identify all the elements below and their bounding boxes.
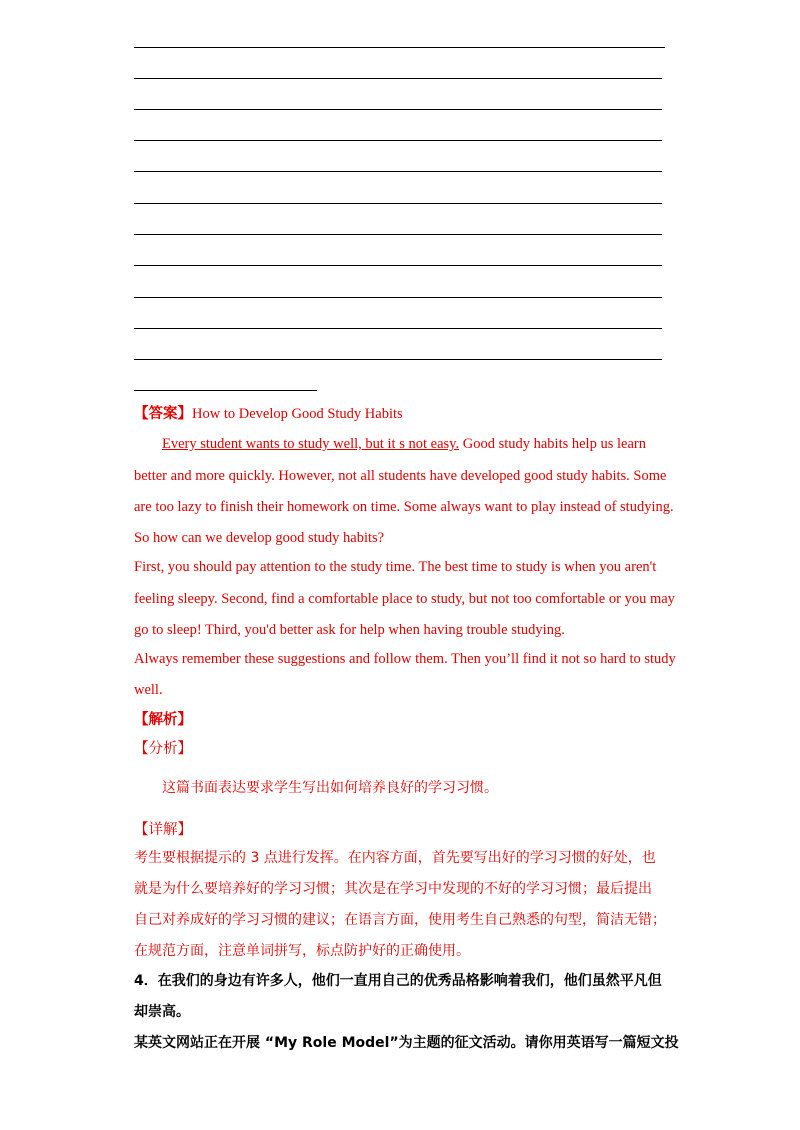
answer-text: Good study habits help us learn [459,436,646,452]
writing-line [134,297,662,298]
answer-line: better and more quickly. However, not all students have developed good study habits. Some [134,468,667,484]
details-line: 在规范方面，注意单词拼写，标点防护好的正确使用。 [134,943,470,959]
question-4-line: 某英文网站正在开展 “My Role Model”为主题的征文活动。请你用英语写一篇短文投 [134,1035,679,1051]
analysis-label: 【解析】 [134,712,192,728]
answer-line: go to sleep! Third, you'd better ask for help when having trouble studying. [134,622,565,638]
answer-line: well. [134,682,163,698]
writing-line [134,328,662,329]
answer-line: So how can we develop good study habits? [134,530,385,546]
question-4-line: 4．在我们的身边有许多人，他们一直用自己的优秀品格影响着我们，他们虽然平凡但 [134,973,662,989]
answer-line [162,435,646,453]
writing-line-short [134,390,317,391]
answer-title: How to Develop Good Study Habits [192,406,403,422]
answer-line: feeling sleepy. Second, find a comfortable place to study, but not too comfortable or you may [134,591,675,607]
analysis-sub-label: 【分析】 [134,741,192,757]
answer-line: First, you should pay attention to the study time. The best time to study is when you aren't [134,559,657,575]
answer-line: are too lazy to finish their homework on time. Some always want to play instead of studying. [134,499,674,515]
writing-line [134,109,662,110]
writing-line [134,140,662,141]
writing-line [134,359,662,360]
writing-line [134,203,662,204]
details-line: 就是为什么要培养好的学习习惯；其次是在学习中发现的不好的学习习惯；最后提出 [134,881,652,897]
answer-line: Always remember these suggestions and follow them. Then you’ll find it not so hard to study [134,651,676,667]
writing-line [134,265,662,266]
writing-line [134,47,665,48]
answer-first-sentence: Every student wants to study well, but it s not easy. [162,436,460,452]
details-label: 【详解】 [134,822,192,838]
answer-heading [134,405,403,423]
writing-line [134,171,662,172]
analysis-text: 这篇书面表达要求学生写出如何培养良好的学习习惯。 [162,780,498,796]
question-4-line: 却崇高。 [134,1004,190,1020]
answer-label: 【答案】 [134,406,192,422]
writing-line [134,234,662,235]
details-line: 自己对养成好的学习习惯的建议；在语言方面，使用考生自己熟悉的句型，简洁无错； [134,912,666,928]
writing-line [134,78,662,79]
details-line: 考生要根据提示的 3 点进行发挥。在内容方面，首先要写出好的学习习惯的好处，也 [134,850,656,866]
